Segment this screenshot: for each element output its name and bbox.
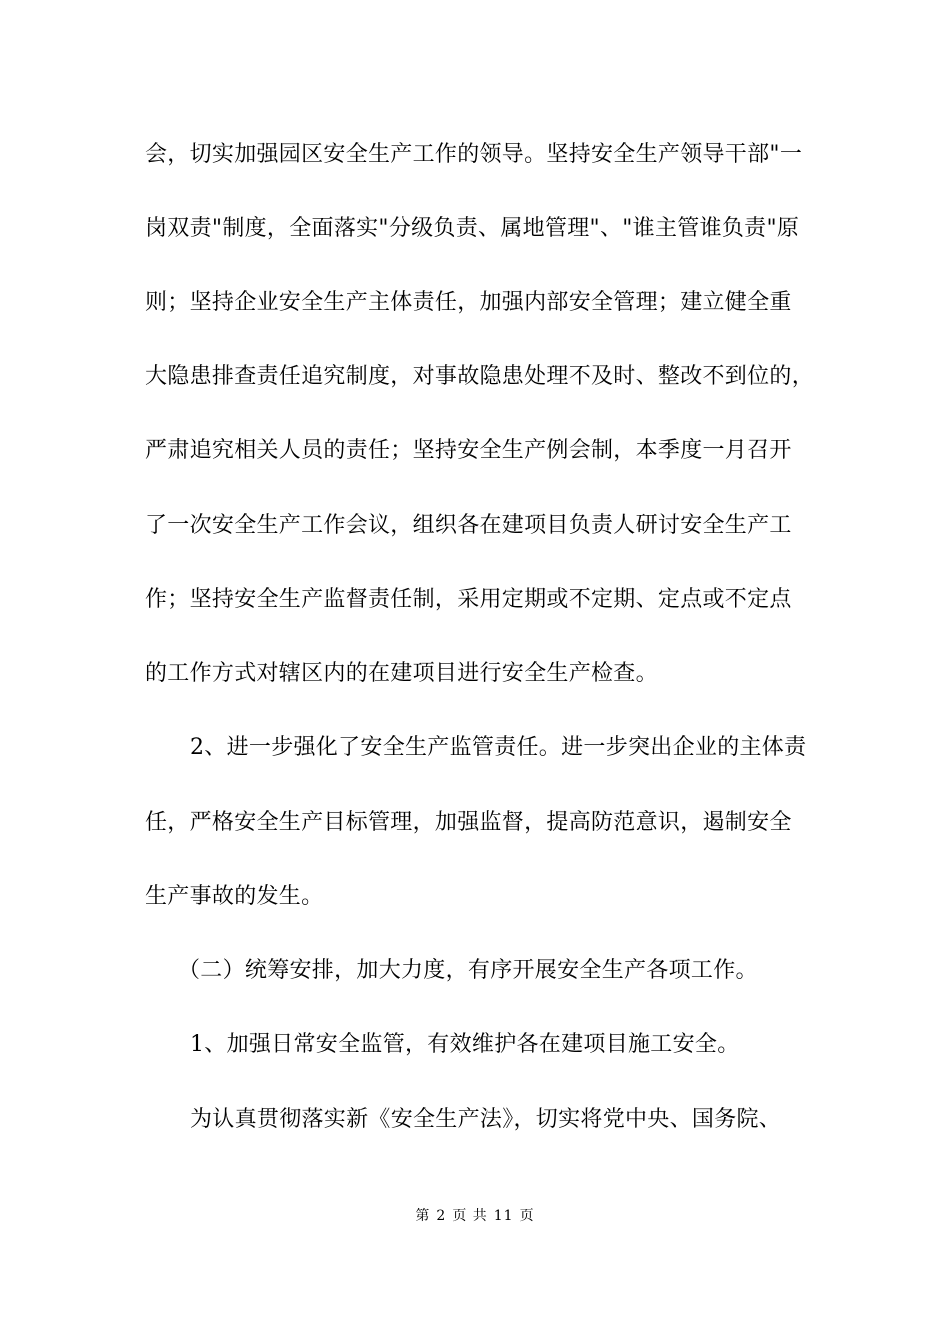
paragraph-line: 的工作方式对辖区内的在建项目进行安全生产检查。 [145, 661, 658, 686]
page-footer [0, 1206, 950, 1226]
paragraph-line: 则；坚持企业安全生产主体责任，加强内部安全管理；建立健全重 [145, 290, 792, 315]
paragraph-line: 了一次安全生产工作会议，组织各在建项目负责人研讨安全生产工 [145, 513, 792, 538]
footer-middle: 页 共 [452, 1208, 488, 1224]
footer-suffix: 页 [519, 1208, 535, 1224]
footer-page-number: 2 [436, 1208, 447, 1224]
paragraph-line: 为认真贯彻落实新《安全生产法》，切实将党中央、国务院、 [190, 1107, 782, 1132]
paragraph-line: 任，严格安全生产目标管理，加强监督，提高防范意识，遏制安全 [145, 810, 792, 835]
footer-total-pages: 11 [493, 1208, 514, 1224]
footer-prefix: 第 [415, 1208, 431, 1224]
paragraph-line: 2、进一步强化了安全生产监管责任。进一步突出企业的主体责 [190, 735, 807, 760]
section-heading: （二）统筹安排，加大力度，有序开展安全生产各项工作。 [178, 958, 758, 983]
paragraph-line: 严肃追究相关人员的责任；坚持安全生产例会制，本季度一月召开 [145, 438, 792, 463]
paragraph-line: 岗双责"制度，全面落实"分级负责、属地管理"、"谁主管谁负责"原 [145, 216, 800, 241]
paragraph-line: 会，切实加强园区安全生产工作的领导。坚持安全生产领导干部"一 [145, 142, 803, 167]
paragraph-line: 作；坚持安全生产监督责任制，采用定期或不定期、定点或不定点 [145, 587, 792, 612]
subsection-heading: 1、加强日常安全监管，有效维护各在建项目施工安全。 [190, 1032, 740, 1057]
paragraph-line: 生产事故的发生。 [145, 884, 324, 909]
paragraph-line: 大隐患排查责任追究制度，对事故隐患处理不及时、整改不到位的， [145, 364, 815, 389]
